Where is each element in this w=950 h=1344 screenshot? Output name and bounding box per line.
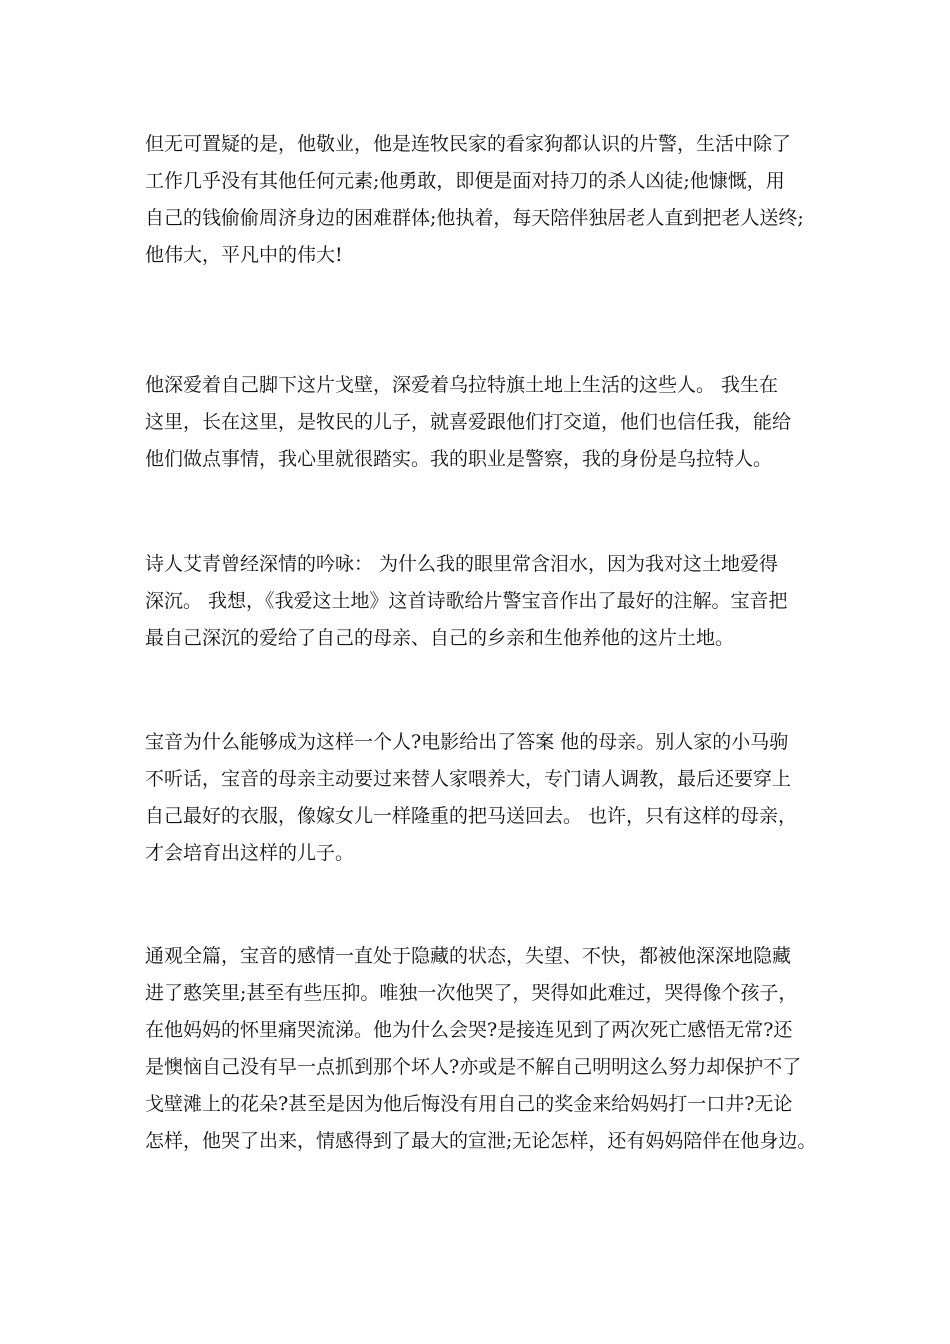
text-line: 他伟大，平凡中的伟大! xyxy=(145,244,343,266)
paragraph-1 xyxy=(145,126,825,274)
paragraph-4 xyxy=(145,724,825,872)
text-line: 通观全篇，宝音的感情一直处于隐藏的状态，失望、不快，都被他深深地隐藏 xyxy=(145,945,792,967)
text-line: 他们做点事情，我心里就很踏实。我的职业是警察，我的身份是乌拉特人。 xyxy=(145,448,773,470)
paragraph-3 xyxy=(145,546,825,657)
text-line: 深沉。 我想，《我爱这土地》这首诗歌给片警宝音作出了最好的注解。宝音把 xyxy=(145,590,788,612)
text-line: 工作几乎没有其他任何元素;他勇敢，即便是面对持刀的杀人凶徒;他慷慨，用 xyxy=(145,170,785,192)
text-line: 这里，长在这里，是牧民的儿子，就喜爱跟他们打交道，他们也信任我，能给 xyxy=(145,411,792,433)
text-line: 他深爱着自己脚下这片戈壁，深爱着乌拉特旗土地上生活的这些人。 我生在 xyxy=(145,374,779,396)
text-line: 怎样，他哭了出来，情感得到了最大的宣泄;无论怎样，还有妈妈陪伴在他身边。 xyxy=(145,1130,817,1152)
paragraph-5 xyxy=(145,938,825,1160)
text-line: 但无可置疑的是，他敬业，他是连牧民家的看家狗都认识的片警，生活中除了 xyxy=(145,133,792,155)
text-line: 不听话，宝音的母亲主动要过来替人家喂养大，专门请人调教，最后还要穿上 xyxy=(145,768,792,790)
text-line: 戈壁滩上的花朵?甚至是因为他后悔没有用自己的奖金来给妈妈打一口井?无论 xyxy=(145,1093,793,1115)
text-line: 是懊恼自己没有早一点抓到那个坏人?亦或是不解自己明明这么努力却保护不了 xyxy=(145,1056,802,1078)
text-line: 才会培育出这样的儿子。 xyxy=(145,842,355,864)
text-line: 进了憨笑里;甚至有些压抑。唯独一次他哭了，哭得如此难过，哭得像个孩子， xyxy=(145,982,798,1004)
text-line: 自己的钱偷偷周济身边的困难群体;他执着，每天陪伴独居老人直到把老人送终; xyxy=(145,207,804,229)
paragraph-2 xyxy=(145,367,825,478)
text-line: 宝音为什么能够成为这样一个人?电影给出了答案 他的母亲。别人家的小马驹 xyxy=(145,731,789,753)
text-line: 在他妈妈的怀里痛哭流涕。他为什么会哭?是接连见到了两次死亡感悟无常?还 xyxy=(145,1019,793,1041)
text-line: 最自己深沉的爱给了自己的母亲、自己的乡亲和生他养他的这片土地。 xyxy=(145,627,735,649)
text-line: 诗人艾青曾经深情的吟咏： 为什么我的眼里常含泪水，因为我对这土地爱得 xyxy=(145,553,779,575)
text-line: 自己最好的衣服，像嫁女儿一样隆重的把马送回去。 也许，只有这样的母亲， xyxy=(145,805,798,827)
